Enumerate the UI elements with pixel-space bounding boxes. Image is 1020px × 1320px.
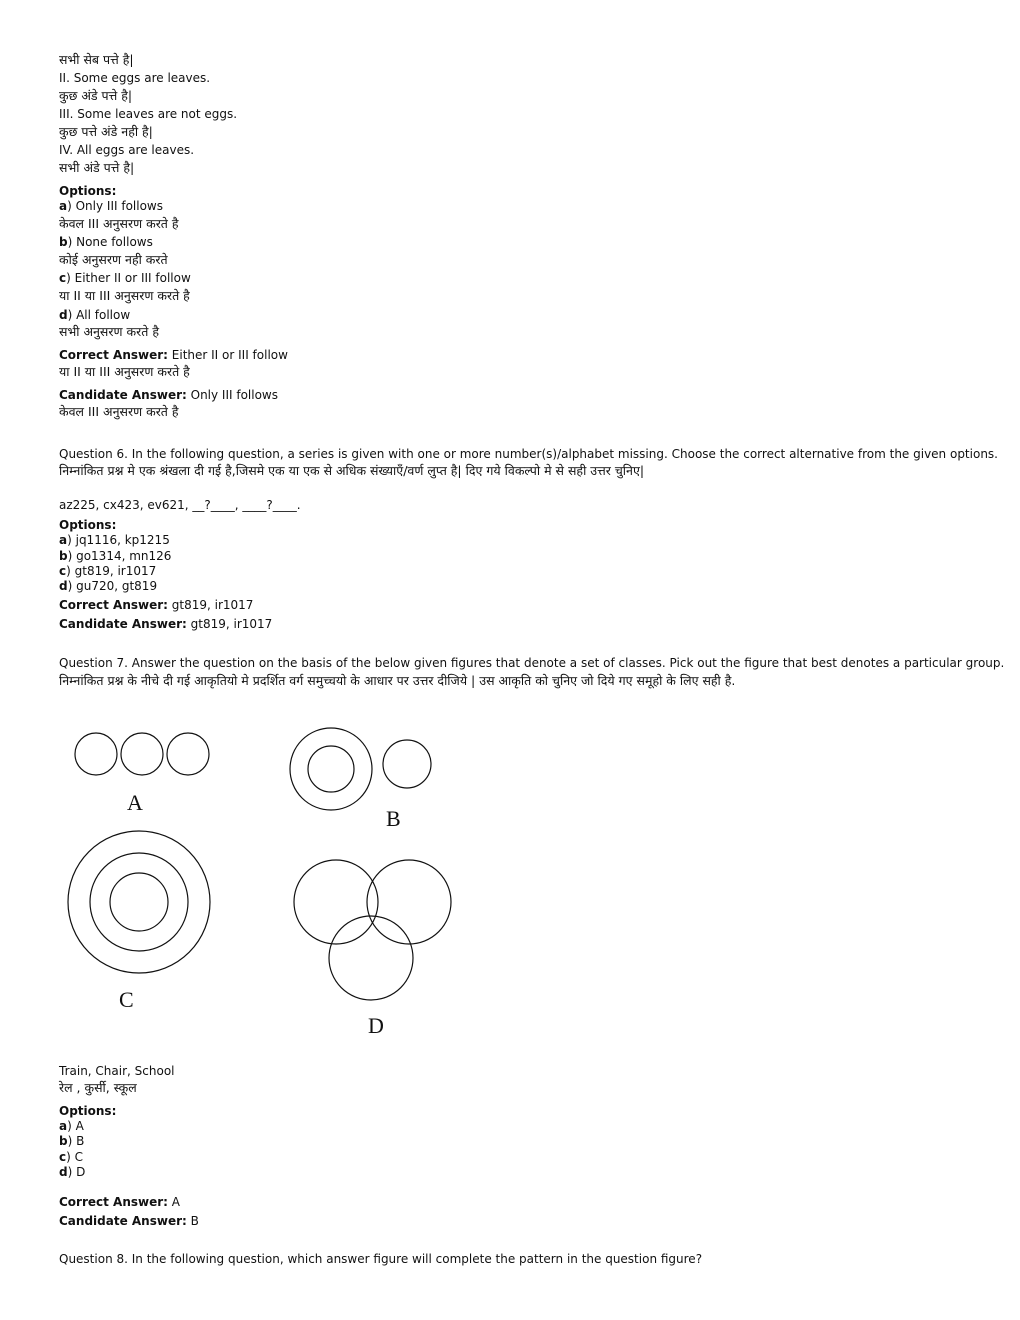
q5-statement-1-hindi: सभी सेब पत्ते है| (59, 52, 134, 67)
q5-correct-answer (59, 347, 288, 363)
q8-question-english: Question 8. In the following question, which answer figure will complete the pattern in the question figure? (59, 1252, 703, 1266)
q5-statement-2-hindi: कुछ अंडे पत्ते है| (59, 88, 133, 103)
q6-series: az225, cx423, ev621, __?____, ____?____. (59, 498, 301, 512)
figure-a-circle (75, 733, 117, 775)
option-text: ) D (67, 1165, 86, 1179)
q6-candidate-answer (59, 616, 272, 632)
figure-b-inner-circle (308, 746, 354, 792)
q5-correct-answer-hindi: या II या III अनुसरण करते है (59, 364, 190, 379)
q5-option-a-hindi: केवल III अनुसरण करते है (59, 216, 179, 231)
q5-option-d-hindi: सभी अनुसरण करते है (59, 324, 159, 339)
candidate-answer-label: Candidate Answer: (59, 617, 187, 631)
figure-b-outer-circle (290, 728, 372, 810)
option-text: ) go1314, mn126 (67, 549, 172, 563)
q7-question-hindi: निम्नांकित प्रश्न के नीचे दी गई आकृतियो मे प्रदर्शित वर्ग समुच्चयो के आधार पर उत्तर दीजिये | उस आकृति को चुनिए जो दिये गए समूहो के लिए सही है. (59, 673, 736, 688)
q5-option-b-hindi: कोई अनुसरण नही करते (59, 252, 168, 267)
q6-option-b (59, 548, 171, 564)
q5-statement-3-english: III. Some leaves are not eggs. (59, 107, 238, 121)
figure-c (68, 831, 210, 1012)
figure-d (294, 860, 451, 1038)
q6-correct-answer (59, 597, 253, 613)
option-text: ) Only III follows (67, 199, 163, 213)
option-text: ) Either II or III follow (66, 271, 191, 285)
q5-option-a (59, 198, 163, 214)
figure-d-circle (367, 860, 451, 944)
q7-items-english: Train, Chair, School (59, 1064, 175, 1078)
q5-statement-2-english: II. Some eggs are leaves. (59, 71, 211, 85)
candidate-answer-label: Candidate Answer: (59, 388, 187, 402)
q5-statement-3-hindi: कुछ पत्ते अंडे नही है| (59, 124, 153, 139)
q5-option-c (59, 270, 191, 286)
figure-b-separate-circle (383, 740, 431, 788)
q7-correct-answer (59, 1194, 180, 1210)
q5-statement-4-hindi: सभी अंडे पत्ते है| (59, 160, 135, 175)
figure-d-circle (294, 860, 378, 944)
figure-c-outer-circle (68, 831, 210, 973)
q7-option-c (59, 1149, 83, 1165)
q6-question-english: Question 6. In the following question, a series is given with one or more number(s)/alphabet missing. Choose the correct alternative from the given options. (59, 447, 998, 461)
option-text: ) jq1116, kp1215 (67, 533, 170, 547)
option-key: b (59, 549, 68, 563)
correct-answer-label: Correct Answer: (59, 1195, 168, 1209)
figure-d-label: D (368, 1013, 384, 1038)
option-key: b (59, 235, 68, 249)
option-text: ) gt819, ir1017 (66, 564, 157, 578)
option-text: ) C (66, 1150, 83, 1164)
figure-c-inner-circle (110, 873, 168, 931)
correct-answer-value: Either II or III follow (167, 348, 288, 362)
option-text: ) All follow (67, 308, 131, 322)
q6-options-label: Options: (59, 518, 117, 532)
figure-c-label: C (119, 987, 134, 1012)
correct-answer-label: Correct Answer: (59, 598, 168, 612)
option-text: ) A (67, 1119, 84, 1133)
q5-candidate-answer-hindi: केवल III अनुसरण करते है (59, 404, 179, 419)
q6-option-a (59, 532, 170, 548)
option-key: c (59, 271, 67, 285)
candidate-answer-value: gt819, ir1017 (186, 617, 273, 631)
q7-option-a (59, 1118, 84, 1134)
q7-question-english: Question 7. Answer the question on the basis of the below given figures that denote a set of classes. Pick out the figure that best denotes a particular group. (59, 656, 1005, 670)
q7-options-label: Options: (59, 1104, 117, 1118)
correct-answer-label: Correct Answer: (59, 348, 168, 362)
q5-statement-4-english: IV. All eggs are leaves. (59, 143, 195, 157)
option-text: ) None follows (67, 235, 153, 249)
correct-answer-value: gt819, ir1017 (167, 598, 254, 612)
option-key: d (59, 1165, 68, 1179)
q6-option-d (59, 578, 157, 594)
figure-a (75, 733, 209, 815)
q5-candidate-answer (59, 387, 278, 403)
option-text: ) gu720, gt819 (67, 579, 158, 593)
q7-option-d (59, 1164, 85, 1180)
figure-a-label: A (127, 790, 143, 815)
q5-options-label: Options: (59, 184, 117, 198)
figure-b-label: B (386, 806, 401, 831)
figure-d-circle (329, 916, 413, 1000)
option-key: a (59, 533, 68, 547)
q5-option-c-hindi: या II या III अनुसरण करते है (59, 288, 190, 303)
figure-c-middle-circle (90, 853, 188, 951)
option-key: a (59, 1119, 68, 1133)
correct-answer-value: A (167, 1195, 180, 1209)
q6-question-hindi: निम्नांकित प्रश्न मे एक श्रंखला दी गई है,जिसमे एक या एक से अधिक संख्याएँ/वर्ण लुप्त है| दिए गये विकल्पो मे से सही उत्तर चुनिए| (59, 463, 645, 478)
figure-a-circle (121, 733, 163, 775)
venn-figures (55, 722, 475, 1042)
option-key: d (59, 308, 68, 322)
q7-option-b (59, 1133, 84, 1149)
candidate-answer-value: Only III follows (186, 388, 279, 402)
figure-b (290, 728, 431, 831)
figure-a-circle (167, 733, 209, 775)
q5-option-b (59, 234, 153, 250)
option-key: c (59, 564, 67, 578)
q7-candidate-answer (59, 1213, 199, 1229)
candidate-answer-value: B (186, 1214, 199, 1228)
option-key: a (59, 199, 68, 213)
q6-option-c (59, 563, 156, 579)
candidate-answer-label: Candidate Answer: (59, 1214, 187, 1228)
q5-option-d (59, 307, 130, 323)
option-key: d (59, 579, 68, 593)
option-text: ) B (67, 1134, 85, 1148)
option-key: c (59, 1150, 67, 1164)
q7-items-hindi: रेल , कुर्सी, स्कूल (59, 1080, 137, 1095)
option-key: b (59, 1134, 68, 1148)
